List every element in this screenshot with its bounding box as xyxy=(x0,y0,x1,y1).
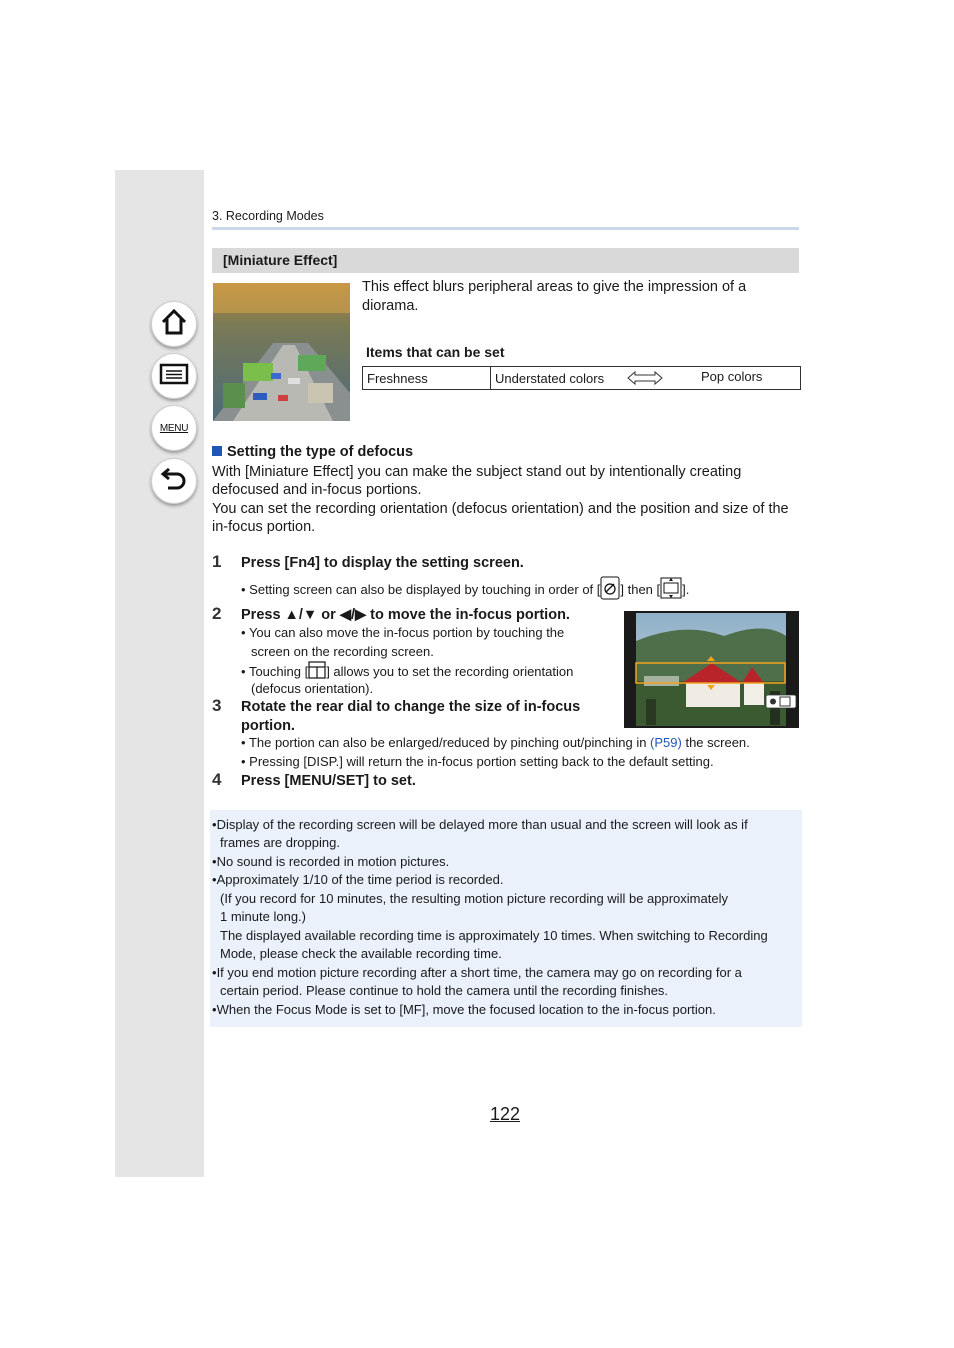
note-item: •Approximately 1/10 of the time period is recorded. xyxy=(212,872,504,887)
item-range-cell xyxy=(491,367,801,390)
note-text: No sound is recorded in motion pictures. xyxy=(216,854,450,869)
step3-bullet1-suffix: the screen. xyxy=(681,735,750,750)
table-row xyxy=(363,367,801,390)
items-table xyxy=(362,366,801,390)
step-text: Press [MENU/SET] to set. xyxy=(241,773,416,789)
step-text: portion. xyxy=(241,718,295,734)
step2-bullet2: • Touching [ ] allows you to set the recording orientation xyxy=(241,661,573,685)
step3-bullet1-prefix: The portion can also be enlarged/reduced by pinching out/pinching in xyxy=(248,735,651,750)
section-square-icon xyxy=(212,446,222,456)
note-continuation: (If you record for 10 minutes, the resulting motion picture recording will be approximately xyxy=(220,891,728,906)
item-name-cell: Freshness xyxy=(363,367,491,390)
step-text: Press ▲/▼ or ◀/▶ to move the in-focus portion. xyxy=(241,607,570,623)
home-icon xyxy=(160,308,188,341)
note-continuation: frames are dropping. xyxy=(220,835,340,850)
note-text: Display of the recording screen will be delayed more than usual and the screen will look as if xyxy=(216,817,748,832)
step3-bullet2-text: Pressing [DISP.] will return the in-focus portion setting back to the default setting. xyxy=(249,754,714,769)
frame-adjust-icon xyxy=(660,577,682,605)
step2-bullet1a-text: You can also move the in-focus portion by touching the xyxy=(248,625,565,640)
note-continuation: 1 minute long.) xyxy=(220,909,306,924)
menu-label: MENU xyxy=(159,422,189,434)
menu-button[interactable] xyxy=(151,405,197,451)
note-text: If you end motion picture recording after a short time, the camera may go on recording for a xyxy=(216,965,742,980)
breadcrumb-rule xyxy=(212,227,799,230)
page-number: 122 xyxy=(490,1104,521,1124)
step2-bullet1a: • You can also move the in-focus portion by touching the xyxy=(241,625,565,640)
home-button[interactable] xyxy=(151,301,197,347)
note-item: •No sound is recorded in motion pictures. xyxy=(212,854,450,869)
note-item: •Display of the recording screen will be delayed more than usual and the screen will look as if xyxy=(212,817,748,832)
contents-button[interactable] xyxy=(151,353,197,399)
step-number: 2 xyxy=(212,604,222,623)
range-left-label: Understated colors xyxy=(495,370,605,386)
intro-text: This effect blurs peripheral areas to give the impression of a diorama. xyxy=(362,279,747,314)
items-title: Items that can be set xyxy=(366,344,505,360)
defocus-para1b: defocused and in-focus portions. xyxy=(212,482,422,498)
step-number: 1 xyxy=(212,552,222,571)
step3-bullet2: • Pressing [DISP.] will return the in-focus portion setting back to the default setting. xyxy=(241,754,714,769)
step-text: Press [Fn4] to display the setting screen. xyxy=(241,555,524,571)
step1-bullet: • Setting screen can also be displayed by touching in order of [ ] then [ ]. xyxy=(241,576,689,606)
back-button[interactable] xyxy=(151,458,197,504)
camera-screen-illustration xyxy=(624,611,799,728)
step2-bullet2-suffix: ] allows you to set the recording orientation xyxy=(326,664,574,680)
defocus-title-text: Setting the type of defocus xyxy=(227,444,414,460)
breadcrumb: 3. Recording Modes xyxy=(212,209,324,223)
step2-bullet1b: screen on the recording screen. xyxy=(251,644,434,659)
step-text: Rotate the rear dial to change the size of in-focus xyxy=(241,699,581,715)
back-arrow-icon xyxy=(160,465,188,498)
defocus-para2a: You can set the recording orientation (defocus orientation) and the position and size of the xyxy=(212,501,789,517)
note-item: •When the Focus Mode is set to [MF], move the focused location to the in-focus portion. xyxy=(212,1002,716,1017)
defocus-para2b: in-focus portion. xyxy=(212,519,316,535)
page-link-p59[interactable]: (P59) xyxy=(650,735,682,750)
note-continuation: Mode, please check the available recording time. xyxy=(220,946,502,961)
step2-bullet2-prefix: Touching [ xyxy=(248,664,309,680)
step-number: 3 xyxy=(212,696,222,715)
range-right-label: Pop colors xyxy=(701,369,763,384)
list-icon xyxy=(159,362,189,391)
step1-bullet-middle: ] then [ xyxy=(620,582,661,598)
miniature-effect-photo xyxy=(213,283,350,421)
step1-bullet-prefix: Setting screen can also be displayed by touching in order of [ xyxy=(249,582,601,598)
section-title: [Miniature Effect] xyxy=(212,248,799,273)
note-text: Approximately 1/10 of the time period is recorded. xyxy=(216,872,504,887)
step2-bullet2b: (defocus orientation). xyxy=(251,681,374,696)
effect-touch-icon xyxy=(600,576,620,606)
double-arrow-icon xyxy=(627,370,663,389)
step-number: 4 xyxy=(212,770,222,789)
defocus-title xyxy=(212,444,413,460)
step1-bullet-suffix: ]. xyxy=(682,582,690,598)
step3-bullet1: • The portion can also be enlarged/reduced by pinching out/pinching in (P59) the screen. xyxy=(241,735,750,750)
defocus-para1a: With [Miniature Effect] you can make the subject stand out by intentionally creating xyxy=(212,464,742,480)
note-item: •If you end motion picture recording after a short time, the camera may go on recording for a xyxy=(212,965,742,980)
note-continuation: certain period. Please continue to hold the camera until the recording finishes. xyxy=(220,983,669,998)
note-text: When the Focus Mode is set to [MF], move the focused location to the in-focus portion. xyxy=(216,1002,716,1017)
note-continuation: The displayed available recording time is approximately 10 times. When switching to Recording xyxy=(220,928,768,943)
